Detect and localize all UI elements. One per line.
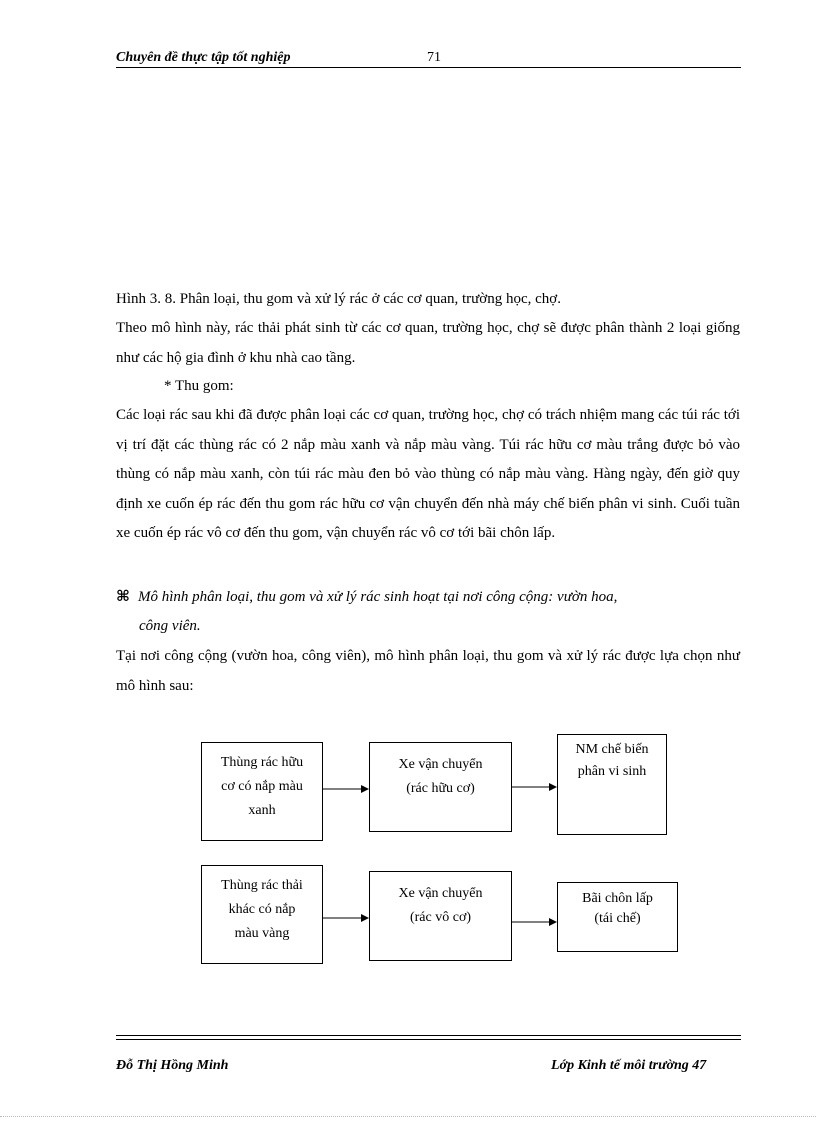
box-line: màu vàng [234,926,290,941]
organic-bin-box [201,742,323,841]
page-edge [0,1116,816,1117]
box-line: NM chế biến [575,742,649,757]
box-line: (rác hữu cơ) [406,781,475,796]
page-number: 71 [427,50,441,65]
box-line: Xe vận chuyển [398,886,483,901]
box-line: Thùng rác thải [221,878,303,893]
inorganic-transport-box [369,871,512,961]
public-paragraph: Tại nơi công cộng (vườn hoa, công viên), mô hình phân loại, thu gom và xử lý rác được lựa chọn như mô hình sau: [116,648,740,694]
landfill-box [557,882,678,952]
collection-paragraph: Các loại rác sau khi đã được phân loại các cơ quan, trường học, chợ có trách nhiệm mang các túi rác tới vị trí đặt các thùng rác có 2 nắp màu xanh và nắp màu vàng. Túi rác hữu cơ màu trắng được bỏ vào thùng có nắp màu xanh, còn túi rác màu đen bỏ vào thùng có nắp màu vàng. Hàng ngày, đến giờ quy định xe cuốn ép rác đến thu gom rác hữu cơ vận chuyển đến nhà máy chế biến phân vi sinh. Cuối tuần xe cuốn ép rác vô cơ đến thu gom, vận chuyển rác vô cơ tới bãi chôn lấp. [116,407,740,541]
box-line: (tái chế) [594,911,641,926]
footer-class: Lớp Kinh tế môi trường 47 [551,1058,707,1073]
box-line: Thùng rác hữu [220,755,304,770]
other-waste-bin-box [201,865,323,964]
box-line: (rác vô cơ) [409,910,472,925]
box-line: phân vi sinh [577,764,647,779]
model-paragraph: Theo mô hình này, rác thải phát sinh từ các cơ quan, trường học, chợ sẽ được phân thành 2 loại giống như các hộ gia đình ở khu nhà cao tầng. [116,320,740,366]
bullet-heading-continuation: công viên. [139,618,201,634]
footer-divider [116,1035,741,1036]
bullet-heading-text: Mô hình phân loại, thu gom và xử lý rác sinh hoạt tại nơi công cộng: vườn hoa, [138,589,618,605]
command-bullet-icon: ⌘ [116,589,130,605]
collection-subheading: * Thu gom: [164,378,234,394]
figure-caption: Hình 3. 8. Phân loại, thu gom và xử lý rác ở các cơ quan, trường học, chợ. [116,291,561,307]
header-title: Chuyên đề thực tập tốt nghiệp [116,50,291,65]
footer-author: Đỗ Thị Hồng Minh [116,1058,229,1073]
compost-plant-box [557,734,667,835]
footer-divider-secondary [116,1039,741,1040]
box-line: cơ có nắp màu [221,779,303,794]
box-line: Xe vận chuyển [398,757,483,772]
box-line: xanh [248,803,276,818]
box-line: khác có nắp [228,902,296,917]
organic-transport-box [369,742,512,832]
box-line: Bãi chôn lấp [582,891,653,906]
